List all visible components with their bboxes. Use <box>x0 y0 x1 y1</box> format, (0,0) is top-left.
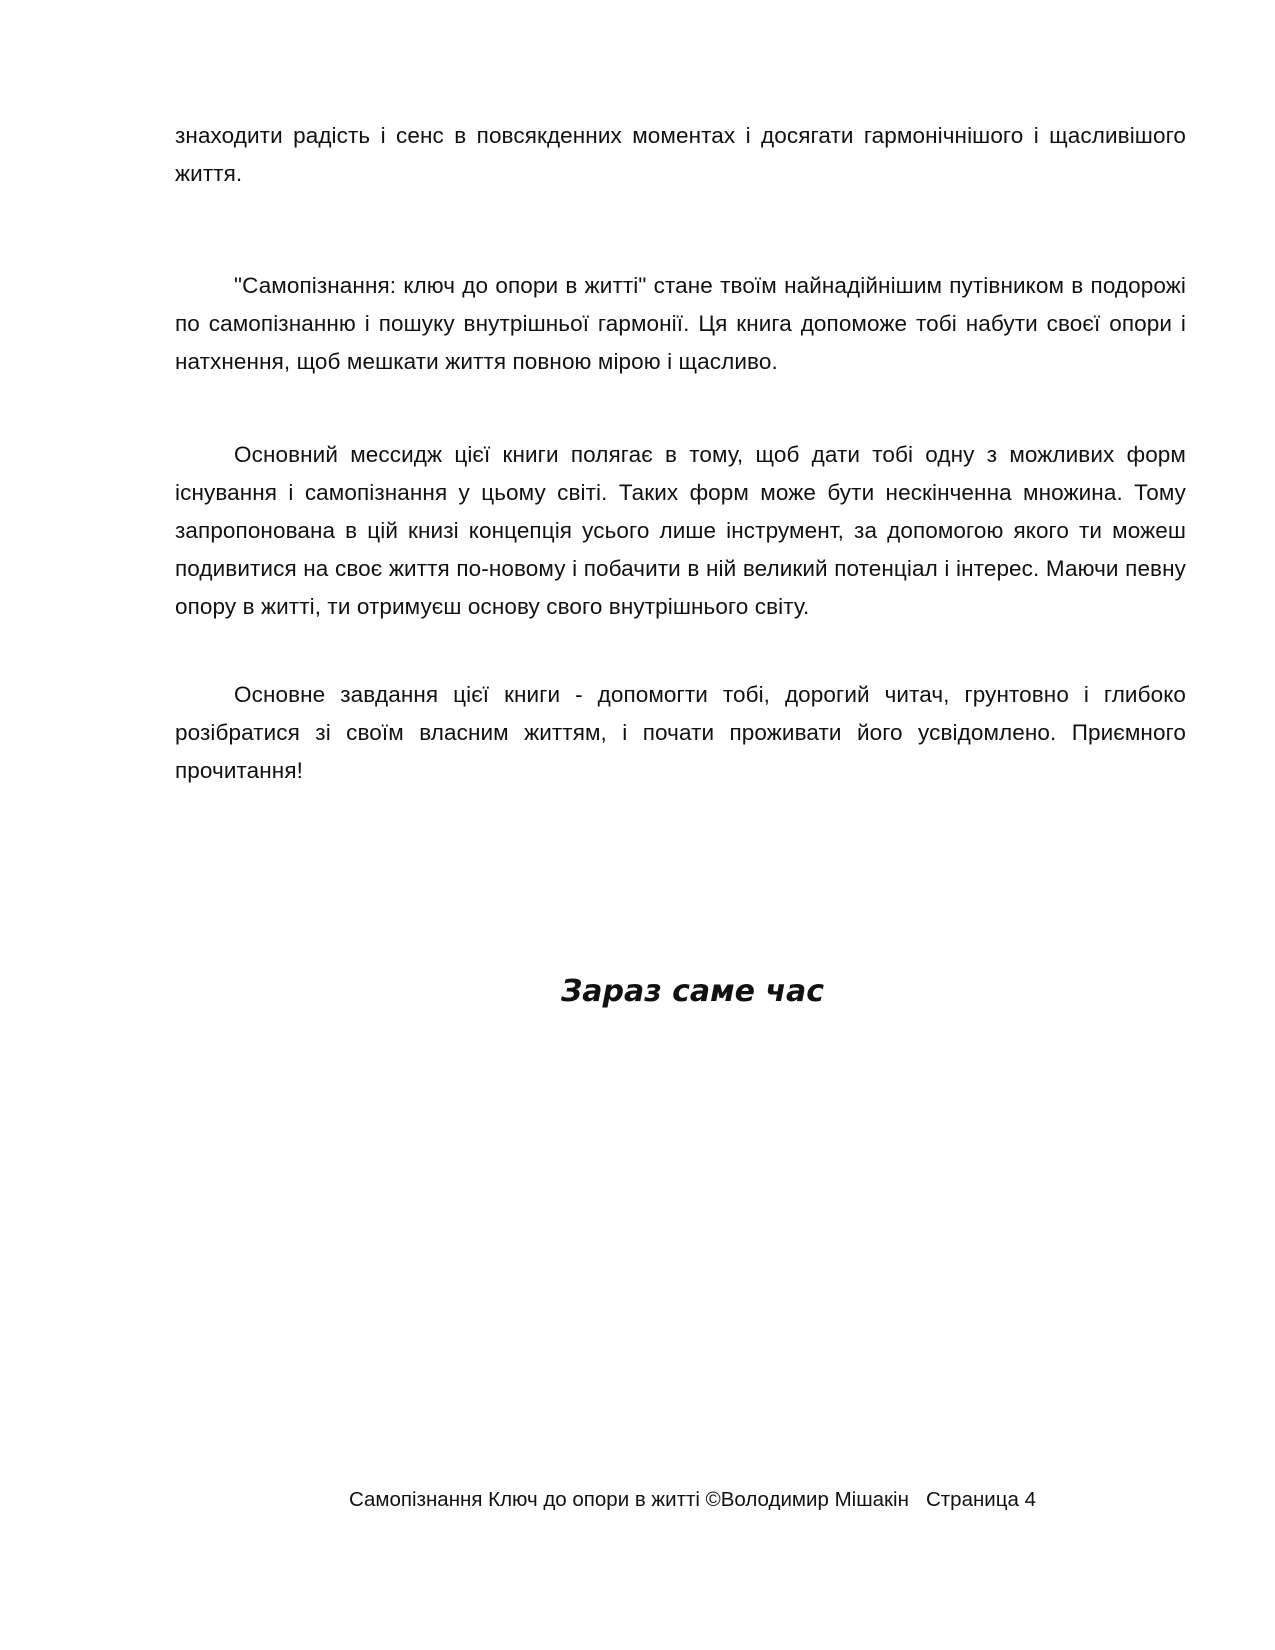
paragraph-main-message: Основний мессидж цієї книги полягає в тому, щоб дати тобі одну з можливих форм існування і самопізнання у цьому світі. Таких форм може бути нескінченна множина. Тому запропонована в цій книзі концепція усього лише інструмент, за допомогою якого ти можеш подивитися на своє життя по-новому і побачити в ній великий потенціал і інтерес. Маючи певну опору в житті, ти отримуєш основу свого внутрішнього світу. <box>175 442 1186 619</box>
footer-page-label: Страница <box>925 1488 1019 1511</box>
footer-page-number: 4 <box>1024 1488 1037 1511</box>
footer-copyright: ©Володимир Мішакін <box>705 1488 909 1511</box>
section-heading: Зараз саме час <box>560 974 825 1009</box>
footer-book-title: Самопізнання Ключ до опори в житті <box>348 1488 700 1511</box>
page-footer <box>0 1485 1275 1515</box>
paragraph-main-task: Основне завдання цієї книги - допомогти тобі, дорогий читач, грунтовно і глибоко розібратися зі своїм власним життям, і почати проживати його усвідомлено. Приємного прочитання! <box>175 682 1186 783</box>
paragraph-book-intro: "Самопізнання: ключ до опори в житті" стане твоїм найнадійнішим путівником в подорожі по самопізнанню і пошуку внутрішньої гармонії. Ця книга допоможе тобі набути своєї опори і натхнення, щоб мешкати життя повною мірою і щасливо. <box>175 273 1186 374</box>
paragraph-continuation: знаходити радість і сенс в повсякденних моментах і досягати гармонічнішого і щасливішого життя. <box>175 123 1186 186</box>
